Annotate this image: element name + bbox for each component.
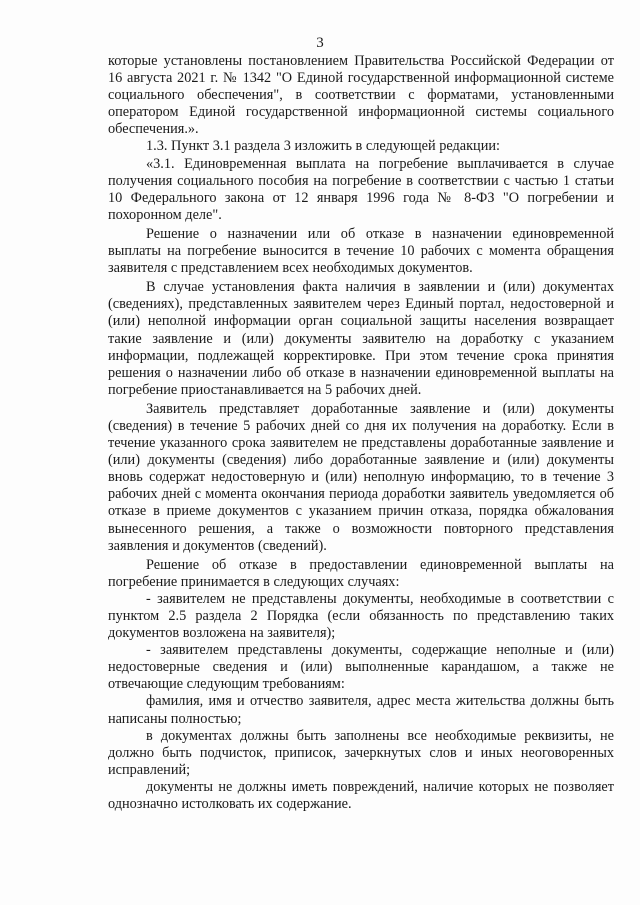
list-item-missing-documents: - заявителем не представлены документы, необходимые в соответствии с пунктом 2.5 раздела 2 Порядка (если обязанность по представлению таких документов возложена на заявителя); [108,590,614,642]
requirement-details: в документах должны быть заполнены все необходимые реквизиты, не должно быть подчисток, приписок, зачеркнутых слов и иных неоговоренных исправлений; [108,727,614,778]
list-item-invalid-documents: - заявителем представлены документы, содержащие неполные и (или) недостоверные сведения и (или) выполненные карандашом, а также не отвечающие следующим требованиям: [108,642,614,693]
paragraph-amendment-1-3: 1.3. Пункт 3.1 раздела 3 изложить в следующей редакции: [146,138,500,155]
document-body [108,53,614,813]
paragraph-decision-term: Решение о назначении или об отказе в назначении единовременной выплаты на погребение выносится в течение 10 рабочих с момента обращения заявителя с представлением всех необходимых документов. [108,225,614,277]
paragraph-inaccurate-info: В случае установления факта наличия в заявлении и (или) документах (сведениях), представленных заявителем через Единый портал, недостоверной и (или) неполной информации орган социальной защиты населения возвращает такие заявление и (или) документы заявителю на доработку с указанием информации, подлежащей корректировке. При этом течение срока принятия решения о назначении либо об отказе в назначении единовременной выплаты на погребение приостанавливается на 5 рабочих дней. [108,279,614,398]
paragraph-clause-3-1: «3.1. Единовременная выплата на погребение выплачивается в случае получения социального пособия на погребение в соответствии с частью 1 статьи 10 Федерального закона от 12 января 1996 года № 8-ФЗ "О погребении и похоронном деле". [108,155,614,223]
paragraph-refusal-cases: Решение об отказе в предоставлении единовременной выплаты на погребение принимается в следующих случаях: [108,556,614,590]
paragraph-continuation: которые установлены постановлением Правительства Российской Федерации от 16 августа 2021 г. № 1342 "О Единой государственной информационной системе социального обеспечения", в соответствии с форматами, установленными оператором Единой государственной информационной системы социального обеспечения.». [108,53,614,138]
requirement-no-damage: документы не должны иметь повреждений, наличие которых не позволяет однозначно истолковать их содержание. [108,778,614,813]
requirement-full-name: фамилия, имя и отчество заявителя, адрес места жительства должны быть написаны полностью; [108,693,614,727]
paragraph-revised-submission: Заявитель представляет доработанные заявление и (или) документы (сведения) в течение 5 рабочих дней со дня их получения на доработку. Если в течение указанного срока заявителем не представлены доработанные заявление и (или) документы (сведения) либо доработанные заявление и (или) документы вновь содержат недостоверную и (или) неполную информацию, то в течение 3 рабочих дней с момента окончания периода доработки заявитель уведомляется об отказе в приеме документов с указанием причин отказа, порядка обжалования вынесенного решения, а также о возможности повторного представления заявления и документов (сведений). [108,400,614,554]
page-number: 3 [316,35,324,51]
